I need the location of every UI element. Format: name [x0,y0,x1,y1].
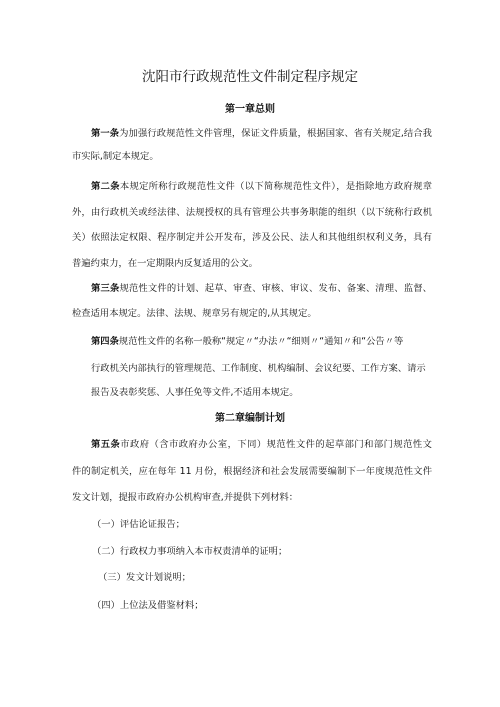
article-5-number: 第五条 [91,439,121,450]
article-4-line-2: 行政机关内部执行的管理规范、工作制度、机构编制、会议纪要、工作方案、请示 [91,363,426,374]
article-2-number: 第二条 [91,181,120,192]
article-2-line-1 [91,180,432,194]
article-1-text-1: 为加强行政规范性文件管理，保证文件质量，根据国家、省有关规定,结合我 [119,128,432,139]
article-5-line-3: 发文计划，提报市政府办公机构审查,并提供下列材料： [72,492,299,503]
article-1-number: 第一条 [91,128,120,139]
list-item: （三）发文计划说明； [98,572,191,583]
document-title: 沈阳市行政规范性文件制定程序规定 [142,69,358,85]
article-3-line-2: 检查适用本规定。法律、法规、规章另有规定的,从其规定。 [72,308,317,319]
article-2-line-4: 普遍约束力，在一定期限内反复适用的公文。 [72,258,258,269]
chapter-1-heading: 第一章总则 [225,104,275,115]
article-5-text-1: 市政府（含市政府办公室，下同）规范性文件的起草部门和部门规范性文 [120,439,432,450]
article-3-text-1: 规范性文件的计划、起草、审查、审核、审议、发布、备案、清理、监督、 [119,283,432,294]
article-5-line-2: 件的制定机关，应在每年 11 月份，根据经济和社会发展需要编制下一年度规范性文件 [72,466,432,477]
article-4-text-1: 规范性文件的名称一般称“规定〃“办法〃“细则〃“通知〃和“公告〃等 [118,336,404,347]
article-2-line-2: 外，由行政机关或经法律、法规授权的具有管理公共事务职能的组织（以下统称行政机 [72,207,432,218]
article-1-line-1 [91,127,432,141]
chapter-2-heading: 第二章编制计划 [215,413,285,424]
list-item: （一）评估论证报告； [92,519,185,530]
article-3-line-1 [91,282,432,296]
article-2-text-1: 本规定所称行政规范性文件（以下简称规范性文件），是指除地方政府规章 [119,181,432,192]
article-4-line-1 [91,335,451,349]
article-5-line-1 [91,438,432,452]
article-4-number: 第四条 [91,336,119,347]
article-2-line-3: 关）依照法定权限、程序制定并公开发布，涉及公民、法人和其他组织权利义务，具有 [72,232,432,243]
list-item: （四）上位法及借鉴材料； [92,600,204,611]
list-item: （二）行政权力事项纳入本市权责清单的证明； [92,546,288,557]
article-1-line-2: 市实际,制定本规定。 [72,151,159,162]
article-3-number: 第三条 [91,283,120,294]
article-4-line-3: 报告及表彰奖惩、人事任免等文件,不适用本规定。 [91,387,299,398]
